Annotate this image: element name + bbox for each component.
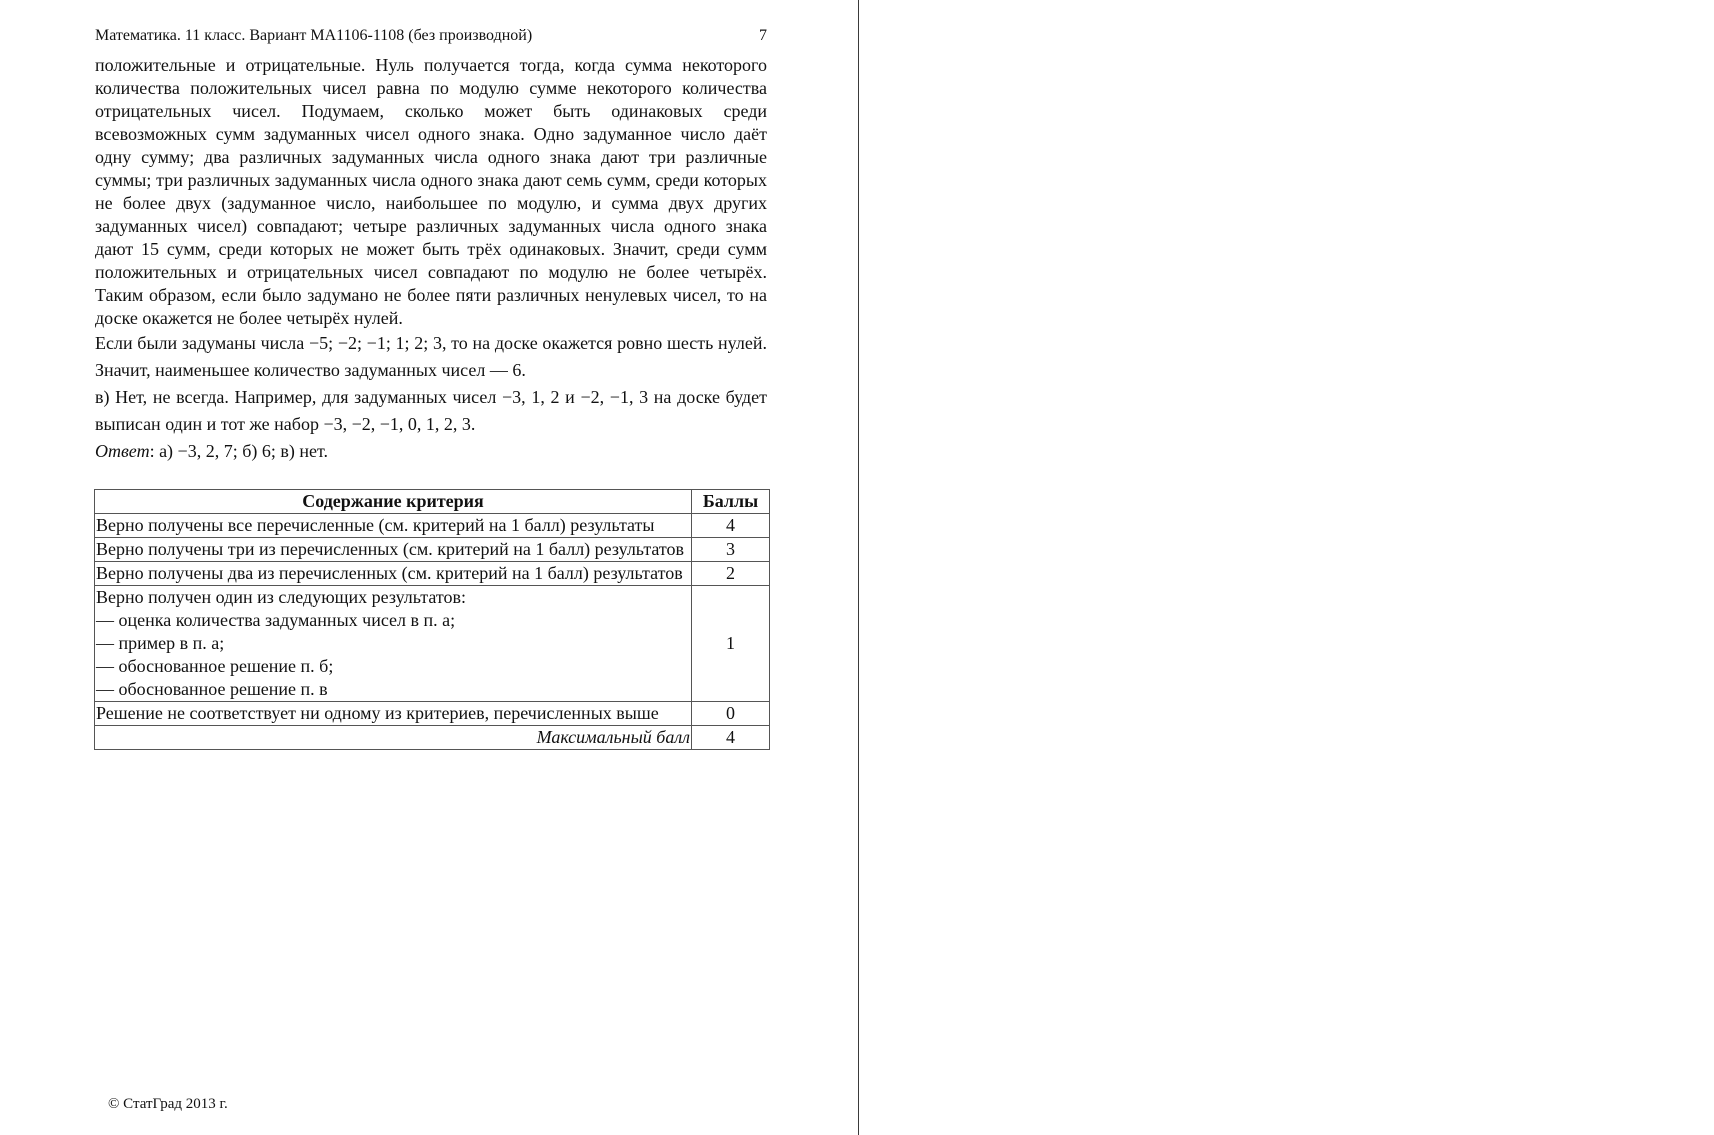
criterion-cell: Верно получены три из перечисленных (см. критерий на 1 балл) результатов [95, 538, 692, 562]
max-score-label: Максимальный балл [95, 726, 692, 750]
answer-text: : а) −3, 2, 7; б) 6; в) нет. [149, 441, 328, 461]
criterion-cell: Верно получены все перечисленные (см. критерий на 1 балл) результаты [95, 514, 692, 538]
table-row [95, 562, 770, 586]
criterion-column-header: Содержание критерия [95, 490, 692, 514]
max-score-row [95, 726, 770, 750]
points-column-header: Баллы [692, 490, 770, 514]
page-number: 7 [759, 27, 767, 44]
table-header-row [95, 490, 770, 514]
solution-paragraph-1: положительные и отрицательные. Нуль получается тогда, когда сумма некоторого количества положительных чисел равна по модулю сумме некоторого количества отрицательных чисел. Подумаем, сколько может быть одинаковых среди всевозможных сумм задуманных чисел одного знака. Одно задуманное число даёт одну сумму; два различных задуманных числа одного знака дают три различные суммы; три различных задуманных числа одного знака дают семь сумм, среди которых не более двух (задуманное число, наибольшее по модулю, и сумма двух других задуманных чисел) совпадают; четыре различных задуманных числа одного знака дают 15 сумм, среди которых не может быть трёх одинаковых. Значит, среди сумм положительных и отрицательных чисел совпадают по модулю не более четырёх. Таким образом, если было задумано не более пяти различных ненулевых чисел, то на доске окажется не более четырёх нулей. [95, 55, 767, 328]
table-row [95, 538, 770, 562]
page-header [95, 27, 767, 45]
points-cell: 1 [692, 586, 770, 702]
solution-paragraph-2: Если были задуманы числа −5; −2; −1; 1; 2; 3, то на доске окажется ровно шесть нулей. Значит, наименьшее количество задуманных чисел — 6. [95, 333, 767, 380]
points-cell: 3 [692, 538, 770, 562]
max-score-value: 4 [692, 726, 770, 750]
criterion-cell: Решение не соответствует ни одному из критериев, перечисленных выше [95, 702, 692, 726]
criterion-cell: Верно получены два из перечисленных (см. критерий на 1 балл) результатов [95, 562, 692, 586]
points-cell: 4 [692, 514, 770, 538]
criterion-line: — обоснованное решение п. б; [96, 656, 334, 676]
header-title: Математика. 11 класс. Вариант МА1106-1108 (без производной) [95, 27, 533, 44]
page-divider [858, 0, 859, 1135]
criterion-line: — пример в п. а; [96, 633, 225, 653]
criterion-cell [95, 586, 692, 702]
table-row [95, 586, 770, 702]
solution-paragraph-3: в) Нет, не всегда. Например, для задуманных чисел −3, 1, 2 и −2, −1, 3 на доске будет выписан один и тот же набор −3, −2, −1, 0, 1, 2, 3. [95, 387, 767, 434]
points-cell: 2 [692, 562, 770, 586]
answer-line [95, 438, 767, 465]
points-cell: 0 [692, 702, 770, 726]
criterion-line: — обоснованное решение п. в [96, 679, 328, 699]
criterion-line: — оценка количества задуманных чисел в п. а; [96, 610, 456, 630]
criterion-line: Верно получен один из следующих результатов: [96, 587, 467, 607]
answer-label: Ответ [95, 441, 150, 461]
solution-text [95, 54, 767, 465]
copyright-footer: © СтатГрад 2013 г. [108, 1096, 228, 1112]
table-row [95, 514, 770, 538]
table-row [95, 702, 770, 726]
grading-criteria-table [94, 489, 770, 750]
